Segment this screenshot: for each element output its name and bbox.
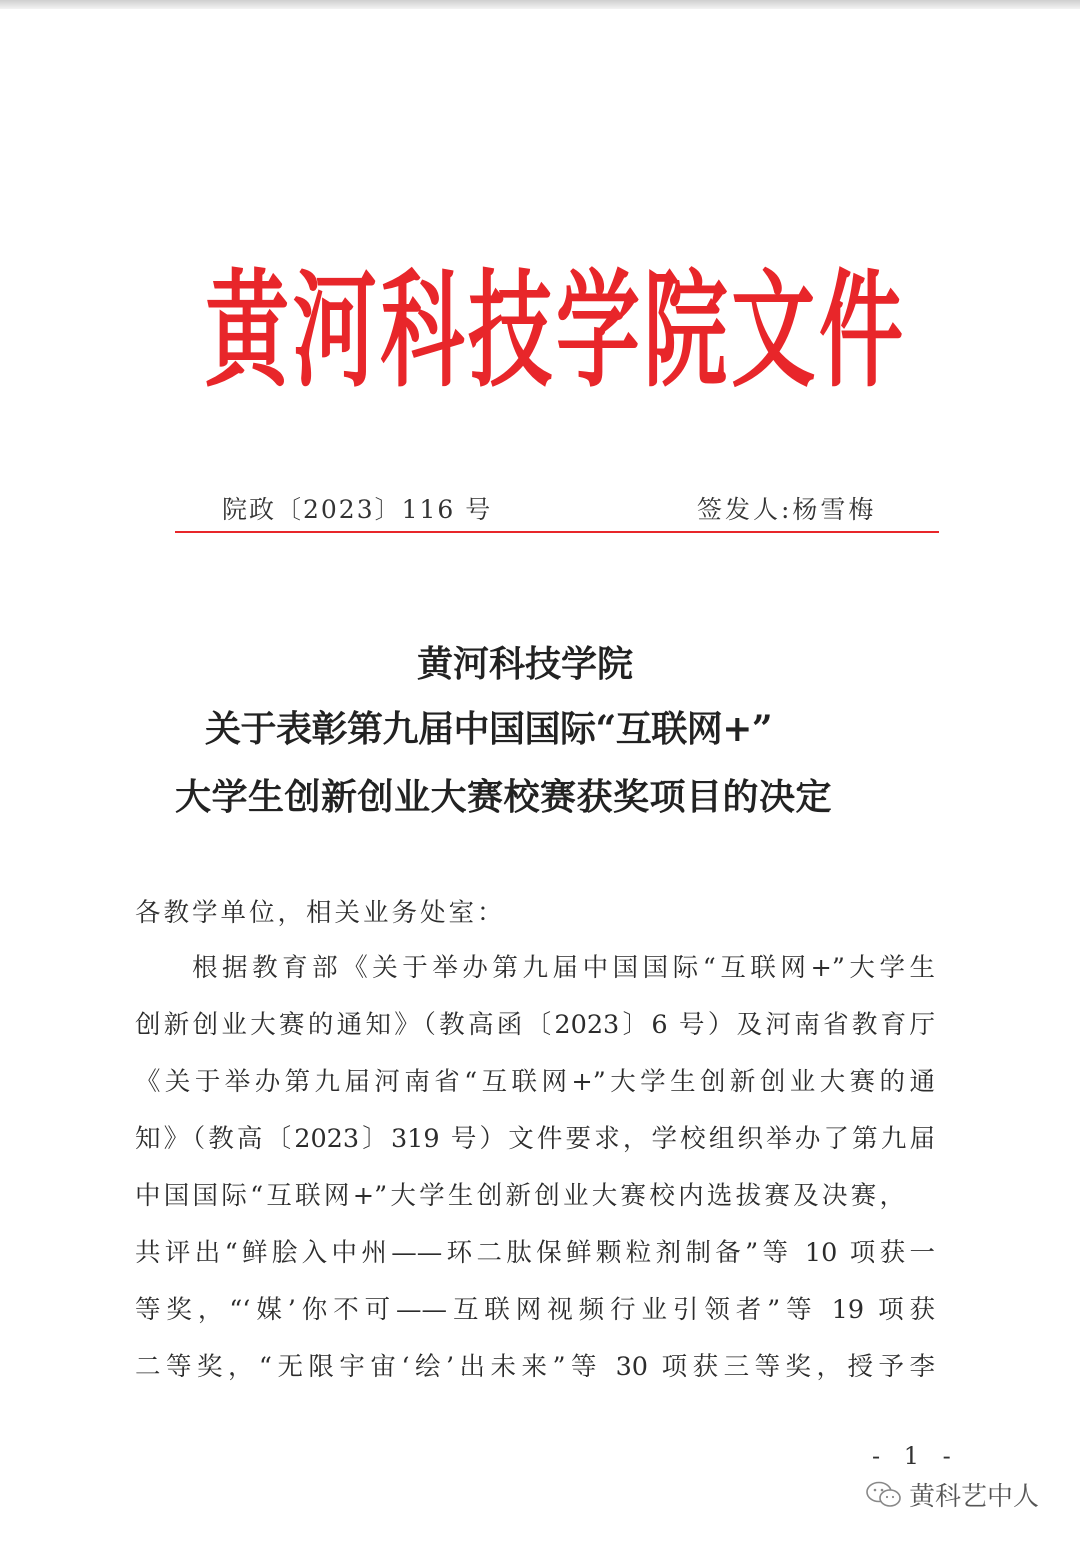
body-line: 知》（教高〔2023〕319 号）文件要求，学校组织举办了第九届 [135,1124,935,1154]
top-edge [0,0,1080,9]
body-line: 《关于举办第九届河南省“互联网+”大学生创新创业大赛的通 [135,1067,935,1097]
signer: 签发人:杨雪梅 [697,495,877,524]
body-line: 共评出“鲜脍入中州——环二肽保鲜颗粒剂制备”等 10 项获一 [135,1238,935,1268]
body-line: 中国国际“互联网+”大学生创新创业大赛校内选拔赛及决赛， [135,1181,905,1211]
watermark-text: 黄科艺中人 [909,1482,1040,1512]
salutation: 各教学单位，相关业务处室： [135,898,506,928]
document-masthead: 黄河科技学院文件 [205,256,905,405]
title-line-1: 黄河科技学院 [417,643,634,685]
wechat-icon [865,1480,903,1510]
red-divider [175,531,939,533]
title-line-3: 大学生创新创业大赛校赛获奖项目的决定 [175,776,833,818]
title-line-2: 关于表彰第九届中国国际“互联网+” [205,708,773,750]
document-number: 院政〔2023〕116 号 [222,495,493,524]
body-line: 创新创业大赛的通知》（教高函〔2023〕6 号）及河南省教育厅 [135,1010,935,1040]
body-line: 等奖，“‘媒’你不可——互联网视频行业引领者”等 19 项获 [135,1295,935,1325]
page-number: - 1 - [872,1442,959,1470]
watermark [865,1476,1039,1513]
body-line: 二等奖，“无限宇宙‘绘’出未来”等 30 项获三等奖，授予李 [135,1352,935,1382]
body-line: 根据教育部《关于举办第九届中国国际“互联网+”大学生 [192,953,935,983]
